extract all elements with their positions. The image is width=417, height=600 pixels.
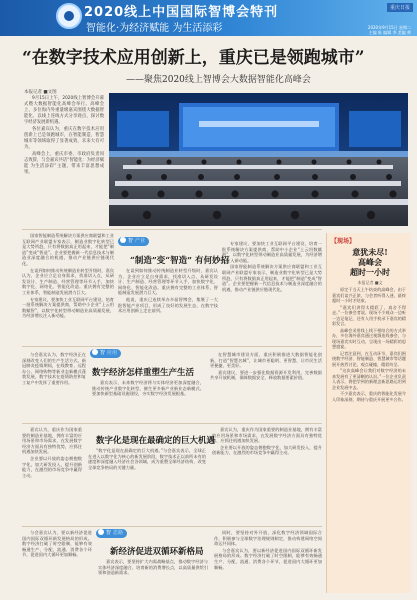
paragraph: 嘉宾表示，要坚持扩大内需战略基点，推动数字经济与实体经济深度融合，培育新的消费增长点，以高质量供给引领和创造新需求。 <box>98 559 208 576</box>
column-text <box>214 530 322 596</box>
column-text <box>22 427 82 523</box>
divider <box>22 346 322 347</box>
paragraph: 记者注意到，在互动环节，嘉宾们围绕数字经济、智能制造、智慧城市等话题展开热烈讨论，观点碰撞，精彩纷呈。 <box>332 350 406 367</box>
lead-paragraph: 各位嘉宾认为，重庆在数字技术应用创新上已是领跑城市，在智能制造、智慧城市等领域取得了显著成效，未来大有可为。 <box>24 127 104 150</box>
section-title: 新经济促进双循环新格局 <box>110 547 204 557</box>
column-text <box>22 233 114 343</box>
divider <box>22 526 322 527</box>
paragraph: 与会嘉宾认为，要以新经济促进国内国际双循环新发展格局的形成。数字经济打破了时空限制，能够有效畅通生产、分配、流通、消费各个环节，促进国内大循环更加顺畅。 <box>22 530 92 558</box>
section-title: 数字化是现在最确定的巨大机遇 <box>96 436 216 446</box>
header-slogan: 智能化·为经济赋能 为生活添彩 <box>86 23 223 34</box>
main-headline: “在数字技术应用创新上，重庆已是领跑城市” <box>22 48 365 68</box>
paragraph: 专家建议，要加快工业互联网平台建设，培育一批系统解决方案提供商，帮助中小企业“上云用数赋智”，以数字化转型带动制造业高质量发展，为经济增长注入新动能。 <box>22 296 114 319</box>
header-title: 2020线上中国国际智博会特刊 <box>84 5 279 20</box>
column-text <box>118 268 218 343</box>
column-text <box>98 559 208 596</box>
column-text <box>210 352 322 420</box>
paragraph: 专家建议，要加快工业互联网平台建设，培育一批系统解决方案提供商，帮助中小企业“上云用数赋智”，以数字化转型带动制造业高质量发展，为经济增长注入新动能。 <box>222 241 322 263</box>
paragraph: “这次高峰会让我们对数字经济的未来发展有了更清晰的认识。”一位企业负责人表示，将把学到的新理念新思路运用到企业发展中去。 <box>332 368 406 390</box>
section-tag: 智 思路 <box>96 529 127 538</box>
issue-date: 2020年9月15日 星期二 <box>367 25 411 30</box>
editor-credits: 主编 陈 编辑 李 美编 黄 <box>368 30 411 35</box>
divider <box>22 229 322 230</box>
section-tag: 智 应用 <box>90 349 121 358</box>
bullet-icon <box>98 529 104 535</box>
sidebar-title: 意犹未尽! 高峰会 超时一小时 <box>350 247 390 277</box>
paragraph: “数字化是现在最确定的巨大机遇。”与会嘉宾表示，全球正在进入以数字化为核心的新发展阶段，数字技术正以前所未有的速度和深度融入经济社会各领域，成为重塑全球经济结构、改变全球竞争格局的关键力量。 <box>88 448 206 470</box>
column-text <box>22 530 92 596</box>
section-title: “制造”变“智造” 有何妙招 <box>130 256 230 266</box>
paragraph: 嘉宾表示，未来数字经济将与实体经济更加深度融合，推动传统产业数字化转型，催生更多新产业新业态新模式。要加快新型基础设施建设，夯实数字经济发展根基。 <box>92 380 204 397</box>
paragraph: 原定于当天上午结束的高峰会，由于嘉宾们谈兴正浓，与会者听得入迷，最终超时一小时才结束。 <box>332 287 406 303</box>
column-text <box>222 241 322 343</box>
paragraph: 企业要以开放的姿态拥抱数字化，加大研发投入，提升创新能力，在激烈的市场竞争中赢得主动。 <box>22 455 82 478</box>
sidebar-tag: 【现场】 <box>331 238 356 245</box>
expo-logo-icon <box>56 3 82 29</box>
paragraph: “嘉宾们讲得太精彩了，真舍不得走。”一位参会者说。现场不少观众一边听一边记笔记，还有人用手机录下嘉宾的精彩发言。 <box>332 304 406 326</box>
paragraph: 同时，要坚持对外开放，深化数字经济领域国际合作，积极参与全球数字治理规则制定，推动构建网络空间命运共同体。 <box>214 530 322 547</box>
paragraph: 企业要以开放的姿态拥抱数字化，加大研发投入，提升创新能力，在激烈的市场竞争中赢得主动。 <box>212 444 322 456</box>
lead-byline: 本报记者 ■文图 <box>24 90 57 95</box>
paragraph: 高峰会采用线上线下相结合的方式举办，多位海外嘉宾通过视频连线参会，与现场嘉宾实时互动，呈现出一场精彩的思想盛宴。 <box>332 327 406 349</box>
section-tag: 智 产业 <box>118 237 149 246</box>
column-text <box>92 380 204 420</box>
paragraph: 在谈到如何推动传统制造业转型升级时，嘉宾认为，企业应立足自身需求，找准切入点，从研发设计、生产制造、经营管理等环节入手，加快数字化、网络化、智能化改造。重庆拥有完整的工业体系，智能制造发展潜力巨大。 <box>118 268 218 296</box>
paragraph: 与会嘉宾认为，要以新经济促进国内国际双循环新发展格局的形成。数字经济打破了时空限制，能够有效畅通生产、分配、流通、消费各个环节，促进国内大循环更加顺畅。 <box>214 547 322 570</box>
paragraph: 不少嘉宾表示，重庆的智能化发展令人印象深刻，期待与重庆开展更多合作。 <box>332 391 406 402</box>
paragraph: 国家智能制造系统解决方案供应商联盟和工业互联网产业联盟专家表示，制造业数字化转型已是大势所趋，只有将数据真正用起来，才能把“制造”变成“智造”。企业要把握新一代信息技术与制造业深度融合的机遇，推动产业链供应链现代化。 <box>222 264 322 292</box>
sidebar-text <box>332 287 406 587</box>
bullet-icon <box>120 237 126 243</box>
paragraph: 嘉宾认为，重庆作为国家重要的制造业基地，拥有丰富的应用场景和市场需求，在发展数字经济方面具有独特优势，应抓住机遇加快发展。 <box>212 427 322 444</box>
column-text <box>212 427 322 523</box>
sidebar-byline: 本报记者 ■文 <box>357 280 383 285</box>
onsite-sidebar <box>326 233 411 593</box>
paragraph: 在智慧城市建设方面，重庆积极推进大数据智能化创新，打造“智慧名城”，让城市更聪明、更智慧，让市民生活更便捷、更美好。 <box>210 352 322 369</box>
column-text <box>88 448 206 523</box>
paragraph: 嘉宾建议，要进一步强化数据资源开发利用，完善数据共享开放机制，保障数据安全，释放数据要素价值。 <box>210 369 322 381</box>
column-text <box>22 352 86 420</box>
bullet-icon <box>92 349 98 355</box>
conference-hall-photo <box>109 93 408 226</box>
section-title: 数字经济怎样重塑生产生活 <box>92 368 195 378</box>
divider <box>22 423 322 424</box>
paragraph: 与会嘉宾认为，数字经济正在深刻改变人们的生产生活方式。新冠肺炎疫情期间，在线教育、远程办公、网络购物等新业态新模式蓬勃发展，数字技术在疫情防控和复工复产中发挥了重要作用。 <box>22 352 86 385</box>
paragraph: 他说，重庆已连续举办多届智博会，集聚了一大批智能产业项目，形成了良好的发展生态，在数字技术应用创新上走在前列。 <box>118 296 218 314</box>
lead-paragraph: 高峰会上，重庆市委、市政府负责同志致辞，与会嘉宾共话“智能化：为经济赋能 为生活添彩”主题，带来丰富思想成果。 <box>24 152 104 175</box>
lead-paragraph: 9月15日上午，2020线上智博会开幕式暨大数据智能化高峰会举行。高峰会上，多位海内外重量级嘉宾围绕大数据智能化、以线上连线方式分享观点，探讨数字经济发展新机遇。 <box>24 96 104 125</box>
paragraph: 嘉宾认为，重庆作为国家重要的制造业基地，拥有丰富的应用场景和市场需求，在发展数字经济方面具有独特优势，应抓住机遇加快发展。 <box>22 427 82 455</box>
header-band <box>0 0 417 36</box>
masthead-corner: 重庆日报 <box>387 3 413 12</box>
paragraph: 在谈到如何推动传统制造业转型升级时，嘉宾认为，企业应立足自身需求，找准切入点，从研发设计、生产制造、经营管理等环节入手，加快数字化、网络化、智能化改造。重庆拥有完整的工业体系，智能制造发展潜力巨大。 <box>22 267 114 295</box>
lead-article <box>24 96 104 177</box>
main-subheadline: ——聚焦2020线上智博会大数据智能化高峰会 <box>126 75 311 85</box>
paragraph: 国家智能制造系统解决方案供应商联盟和工业互联网产业联盟专家表示，制造业数字化转型已是大势所趋，只有将数据真正用起来，才能把“制造”变成“智造”。企业要把握新一代信息技术与制造业深度融合的机遇，推动产业链供应链现代化。 <box>22 233 114 266</box>
